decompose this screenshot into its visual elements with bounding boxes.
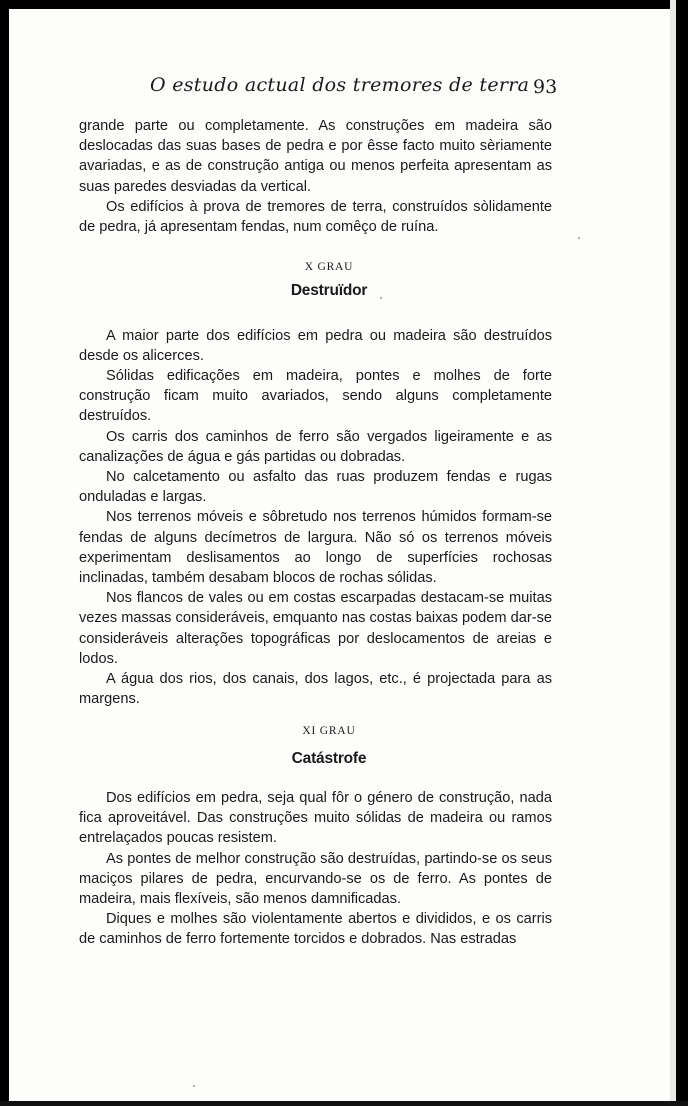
section-title-xi: Catástrofe	[291, 749, 367, 767]
paper-speck	[380, 297, 382, 299]
paragraph: Nos flancos de vales ou em costas escarpadas destacam-se muitas vezes massas consideráveis, emquanto nas costas baixas podem dar-se consideráveis alterações topográficas por deslocamentos de areias e lodos.	[79, 590, 552, 667]
paragraph: Os edifícios à prova de tremores de terra, construídos sòlidamente de pedra, já apresentam fendas, num comêço de ruína.	[79, 198, 552, 236]
running-head: O estudo actual dos tremores de terra	[150, 74, 530, 96]
body-text	[79, 116, 552, 950]
paragraph: Diques e molhes são violentamente abertos e divididos, e os carris de caminhos de ferro fortemente torcidos e dobrados. Nas estradas	[79, 911, 552, 948]
paragraph: A água dos rios, dos canais, dos lagos, etc., é projectada para as margens.	[79, 671, 552, 708]
page-number: 93	[533, 76, 558, 98]
paragraph: Dos edifícios em pedra, seja qual fôr o género de construção, nada fica aproveitável. Das construções muito sólidas de madeira ou ramos entrelaçados poucas resistem.	[79, 789, 552, 847]
scan-border-top	[0, 0, 688, 9]
section-title-x: Destruïdor	[290, 282, 368, 300]
scan-border-left	[0, 0, 9, 1106]
paragraph: grande parte ou completamente. As construções em madeira são deslocadas das suas bases de pedra e por êsse facto muito sèriamente avariadas, e as de construção antiga ou menos perfeita apresentam as suas paredes desviadas da vertical.	[79, 118, 552, 195]
paper-speck	[193, 1085, 195, 1087]
section-label-x: X GRAU	[304, 261, 354, 274]
paragraph: A maior parte dos edifícios em pedra ou madeira são destruídos desde os alicerces.	[79, 327, 552, 364]
paragraph: As pontes de melhor construção são destruídas, partindo-se os seus maciços pilares de pedra, encurvando-se os de ferro. As pontes de madeira, mais flexíveis, são menos damnificadas.	[79, 850, 552, 907]
paragraph: Os carris dos caminhos de ferro são vergados ligeiramente e as canalizações de água e gás partidas ou dobradas.	[79, 428, 552, 465]
section-label-xi: XI GRAU	[302, 725, 356, 738]
paragraph: No calcetamento ou asfalto das ruas produzem fendas e rugas onduladas e largas.	[79, 469, 552, 506]
paragraph: Nos terrenos móveis e sôbretudo nos terrenos húmidos formam-se fendas de alguns decímetros de largura. Não só os terrenos móveis experimentam deslisamentos ao longo de superfícies rochosas inclinadas, também desabam blocos de rochas sólidas.	[79, 509, 552, 587]
paper-speck	[578, 237, 580, 239]
scan-border-right	[676, 0, 688, 1106]
paragraph: Sólidas edificações em madeira, pontes e molhes de forte construção ficam muito avariados, sendo alguns completamente destruídos.	[79, 368, 552, 425]
scan-border-bottom	[0, 1101, 688, 1106]
